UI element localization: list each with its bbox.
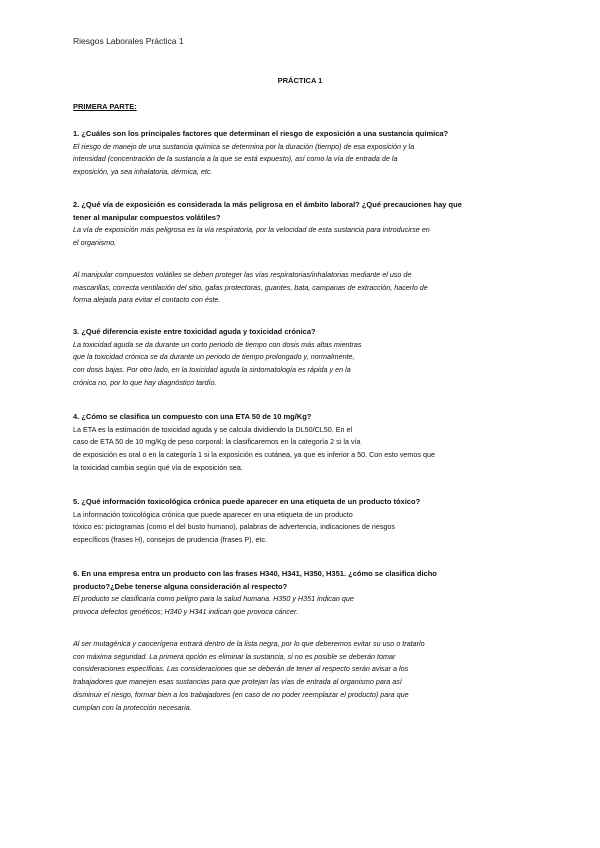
answer-6-line: El producto se clasificaría como peligro para la salud humana. H350 y H351 indican que xyxy=(73,594,354,604)
answer-1-line: intensidad (concentración de la sustancia a la que se está expuesto), así como la vía de entrada de la xyxy=(73,154,398,164)
question-2-block xyxy=(73,199,533,250)
answer-3-line: crónica no, por lo que hay diagnóstico tardío. xyxy=(73,377,217,387)
answer-6b-line: trabajadores que manejen esas sustancias para que protejan las vías de entrada al organismo para así xyxy=(73,677,402,687)
answer-4-line: caso de ETA 50 de 10 mg/Kg de peso corporal: la clasificaremos en la categoría 2 si la vía xyxy=(73,437,361,447)
answer-2b-line: forma alejada para evitar el contacto con éste. xyxy=(73,295,221,305)
answer-2-line: La vía de exposición más peligrosa es la vía respiratoria, por la velocidad de esta sustancia para introducirse en xyxy=(73,225,430,235)
question-5: 5. ¿Qué información toxicológica crónica puede aparecer en una etiqueta de un producto tóxico? xyxy=(73,497,421,506)
answer-5-line: tóxico es: pictogramas (como el del busto humano), palabras de advertencia, indicaciones de riesgos xyxy=(73,522,396,532)
answer-5-line: específicos (frases H), consejos de prudencia (frases P), etc. xyxy=(73,535,268,545)
answer-5-line: La información toxicológica crónica que puede aparecer en una etiqueta de un producto xyxy=(73,509,353,519)
answer-6b-line: Al ser mutagénica y cancerígena entrará dentro de la lista negra, por lo que deberemos evitar su uso o tratarlo xyxy=(73,639,425,648)
answer-6-line: provoca defectos genéticos; H340 y H341 indican que provoca cáncer. xyxy=(73,607,299,617)
question-3: 3. ¿Qué diferencia existe entre toxicidad aguda y toxicidad crónica? xyxy=(73,327,316,336)
answer-6b-line: cumplan con la protección necesaria. xyxy=(73,702,192,712)
question-3-block xyxy=(73,326,533,390)
answer-1-line: El riesgo de manejo de una sustancia química se determina por la duración (tiempo) de esa exposición y la xyxy=(73,141,415,151)
question-4: 4. ¿Cómo se clasifica un compuesto con una ETA 50 de 10 mg/Kg? xyxy=(73,412,312,421)
question-6: producto?¿Debe tenerse alguna consideración al respecto? xyxy=(73,581,288,591)
question-5-block xyxy=(73,496,533,547)
answer-2b-line: Al manipular compuestos volátiles se deben proteger las vías respiratorias/inhalatorias mediante el uso de xyxy=(73,270,412,279)
question-6: 6. En una empresa entra un producto con las frases H340, H341, H350, H351. ¿cómo se clasifica dicho xyxy=(73,569,437,578)
answer-6b-line: con máxima seguridad. La primera opción es eliminar la sustancia, si no es posible se deberán tomar xyxy=(73,651,396,661)
answer-1-line: exposición, ya sea inhalatoria, dérmica, etc. xyxy=(73,167,213,177)
answer-4-line: la toxicidad cambia según qué vía de exposición sea. xyxy=(73,462,243,472)
question-6-block xyxy=(73,568,533,619)
question-1-block xyxy=(73,128,533,179)
section-heading: PRIMERA PARTE: xyxy=(73,102,137,111)
answer-2-paragraph xyxy=(73,269,533,307)
question-2: tener al manipular compuestos volátiles? xyxy=(73,212,221,222)
answer-3-line: La toxicidad aguda se da durante un corto periodo de tiempo con dosis más altas mientras xyxy=(73,339,362,349)
answer-3-line: con dosis bajas. Por otro lado, en la toxicidad aguda la sintomatología es rápida y en la xyxy=(73,365,351,375)
answer-3-line: que la toxicidad crónica se da durante un periodo de tiempo prolongado y, normalmente, xyxy=(73,352,355,362)
document-title: PRÁCTICA 1 xyxy=(277,76,323,85)
question-4-block xyxy=(73,411,533,475)
question-1: 1. ¿Cuáles son los principales factores que determinan el riesgo de exposición a una sustancia química? xyxy=(73,129,449,138)
question-2: 2. ¿Qué vía de exposición es considerada la más peligrosa en el ámbito laboral? ¿Qué precauciones hay que xyxy=(73,200,462,209)
answer-6b-line: disminuir el riesgo, formar bien a los trabajadores (en caso de no poder reemplazar el producto) para que xyxy=(73,689,409,699)
answer-4-line: de exposición es oral o en la categoría 1 si la exposición es cutánea, ya que es inferior a 50. Con esto vemos que xyxy=(73,450,435,460)
answer-4-line: La ETA es la estimación de toxicidad aguda y se calcula dividiendo la DL50/CL50. En el xyxy=(73,424,353,434)
answer-6b-line: consideraciones específicas. Las consideraciones que se deberán de tener al respecto serán avisar a los xyxy=(73,664,409,674)
page-header: Riesgos Laborales Práctica 1 xyxy=(73,36,184,46)
answer-2-line: el organismo. xyxy=(73,238,117,248)
answer-2b-line: mascarillas, correcta ventilación del sitio, gafas protectoras, guantes, bata, campanas de extracción, hacerlo de xyxy=(73,282,428,292)
answer-6-paragraph xyxy=(73,638,533,714)
